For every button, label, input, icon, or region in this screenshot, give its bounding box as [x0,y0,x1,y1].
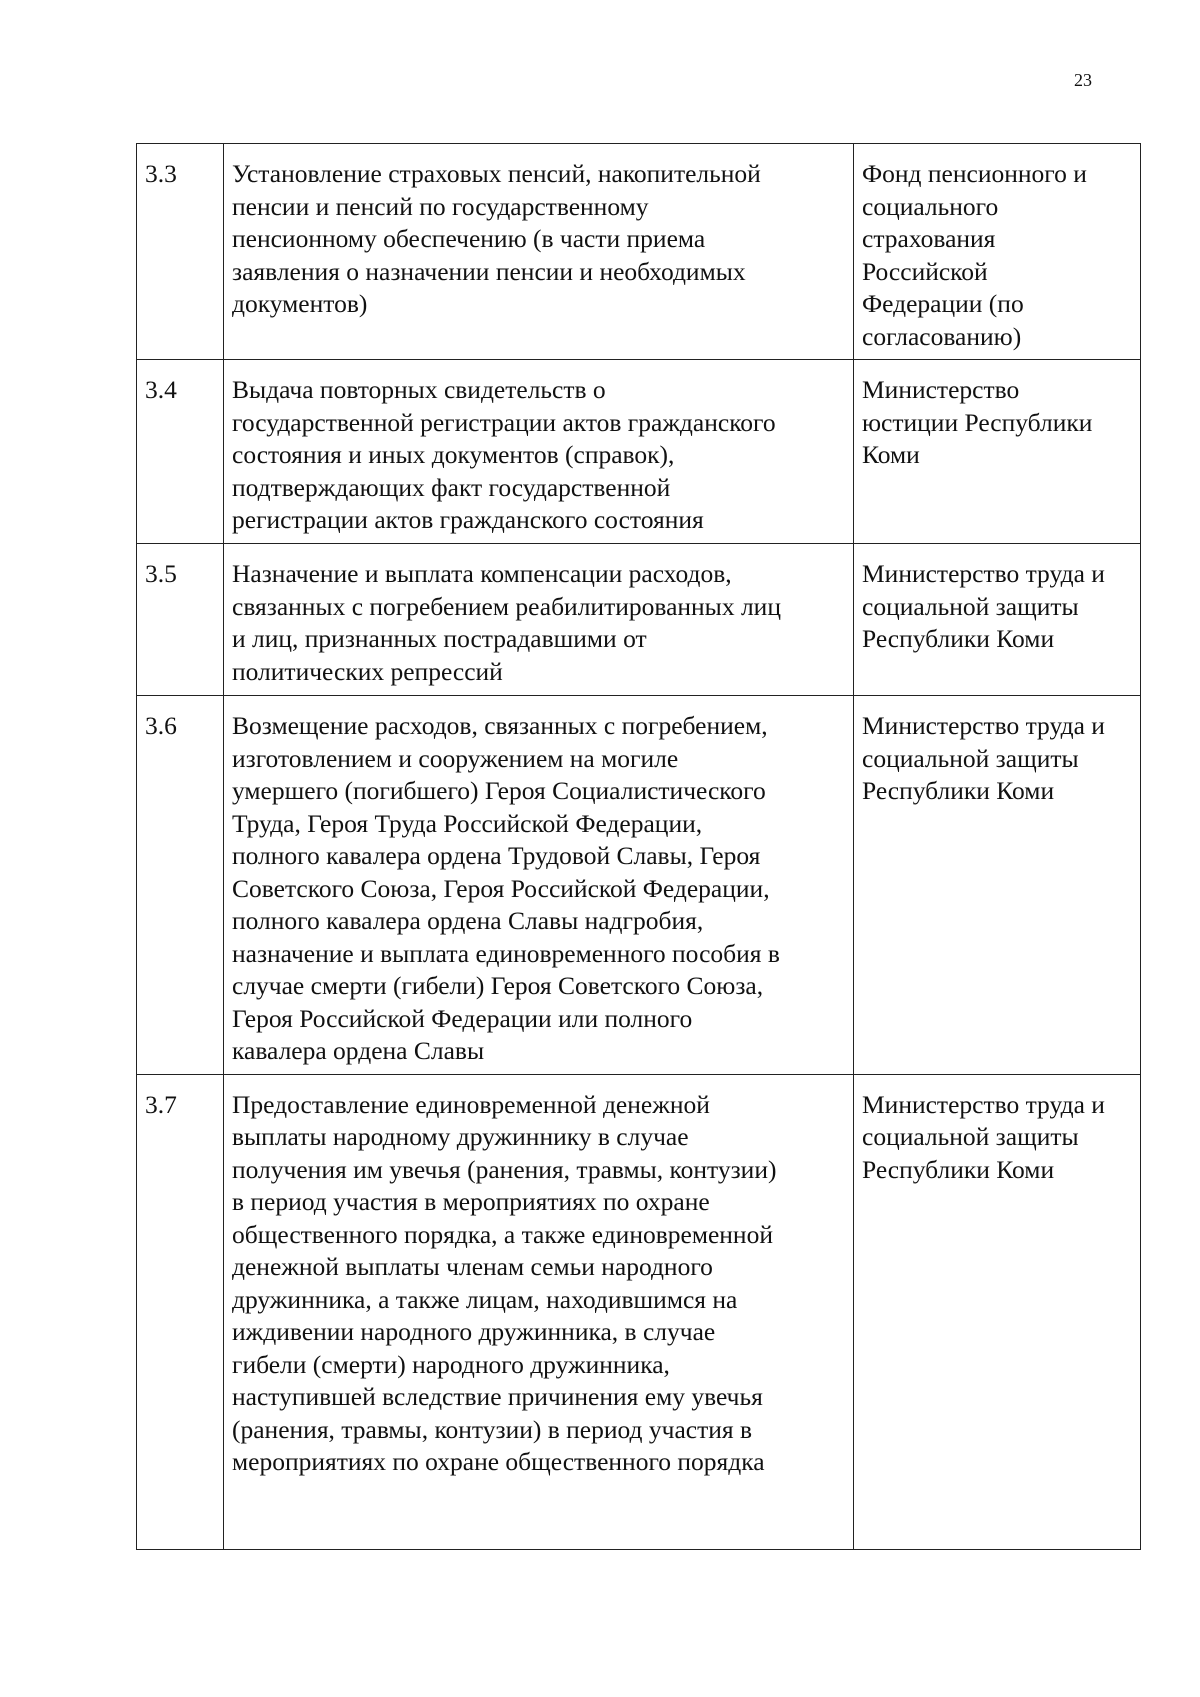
responsible-authority: Министерство труда и социальной защиты Республики Коми [862,559,1105,653]
service-description: Установление страховых пенсий, накопительной пенсии и пенсий по государственному пенсионному обеспечению (в части приема заявления о назначении пенсии и необходимых документов) [232,159,761,318]
page-number: 23 [1074,70,1092,90]
table-row [137,544,1141,696]
responsible-authority: Министерство труда и социальной защиты Республики Коми [862,1089,1105,1184]
table-row [137,1074,1141,1549]
table-row [137,144,1141,360]
responsible-authority: Фонд пенсионного и социального страхования Российской Федерации (по согласованию) [862,159,1087,351]
service-description: Выдача повторных свидетельств о государственной регистрации актов гражданского состояния и иных документов (справок), подтверждающих факт государственной регистрации актов гражданского состояния [232,375,776,534]
responsible-authority: Министерство юстиции Республики Коми [862,375,1093,469]
table-row [137,696,1141,1075]
responsible-authority: Министерство труда и социальной защиты Республики Коми [862,711,1105,805]
row-number: 3.3 [137,144,224,360]
service-description: Назначение и выплата компенсации расходов, связанных с погребением реабилитированных лиц и лиц, признанных пострадавшими от политических репрессий [232,559,781,686]
table-row [137,360,1141,544]
service-description: Предоставление единовременной денежной выплаты народному дружиннику в случае получения им увечья (ранения, травмы, контузии) в период участия в мероприятиях по охране общественного порядка, а также единовременной денежной выплаты членам семьи народного дружинника, а также лицам, находившимся на иждивении народного дружинника, в случае гибели (смерти) народного дружинника, наступившей вследствие причинения ему увечья (ранения, травмы, контузии) в период участия в мероприятиях по охране общественного порядка [232,1089,777,1476]
row-number: 3.5 [137,544,224,696]
row-number: 3.4 [137,360,224,544]
service-description: Возмещение расходов, связанных с погребением, изготовлением и сооружением на могиле умершего (погибшего) Героя Социалистического Труда, Героя Труда Российской Федерации, полного кавалера ордена Трудовой Славы, Героя Советского Союза, Героя Российской Федерации, полного кавалера ордена Славы надгробия, назначение и выплата единовременного пособия в случае смерти (гибели) Героя Советского Союза, Героя Российской Федерации или полного кавалера ордена Славы [232,711,780,1065]
row-number: 3.7 [137,1074,224,1549]
row-number: 3.6 [137,696,224,1075]
services-table [136,143,1141,1550]
